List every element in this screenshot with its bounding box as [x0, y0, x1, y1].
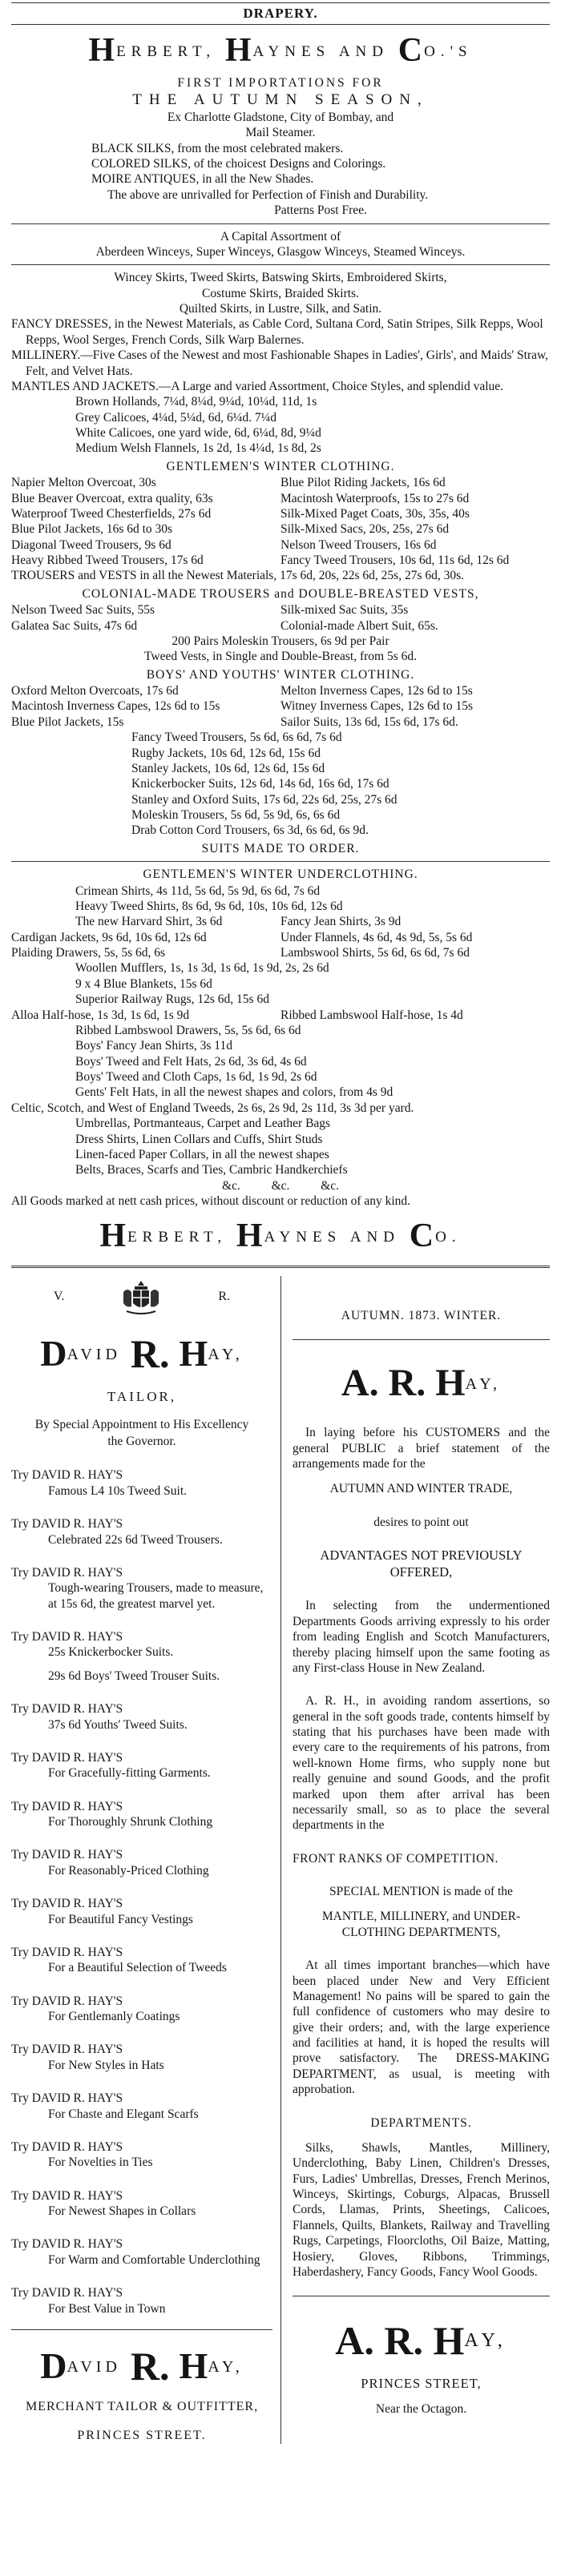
list-item: Try DAVID R. HAY'S For Gentlemanly Coatings: [11, 1994, 180, 2024]
desires-line: desires to point out: [373, 1515, 469, 1529]
capital-assortment: A Capital Assortment of: [220, 229, 341, 244]
table-row: Blue Pilot Jackets, 16s 6d to 30s Silk-Mixed Sacs, 20s, 25s, 27s 6d: [11, 522, 450, 537]
ar-hay-title: A. R. HAY,: [341, 1362, 502, 1405]
crimean-line: Crimean Shirts, 4s 11d, 5s 6d, 5s 9d, 6s 6d, 7s 6d: [75, 883, 321, 898]
table-row: Cardigan Jackets, 9s 6d, 10s 6d, 12s 6d Under Flannels, 4s 6d, 4s 9d, 5s, 5s 6d: [11, 930, 473, 944]
trousers-vests: TROUSERS and VESTS in all the Newest Materials, 17s 6d, 20s, 22s 6d, 25s, 27s 6d, 30s.: [11, 569, 465, 583]
branches-paragraph: At all times important branches—which have been placed under New and Very Efficient Management! No pains will be spared to gain the full confidence of customers who may desire to give their orders; and, with the large experience and facilities at hand, it is hoped the results will prove satisfactory. The DRESS-MAKING DEPARTMENT, as usual, is meeting with approbation.: [293, 1958, 550, 2097]
r-letter: R.: [218, 1289, 231, 1303]
departments-heading: DEPARTMENTS.: [370, 2115, 472, 2130]
underclothing-heading: GENTLEMEN'S WINTER UNDERCLOTHING.: [143, 867, 418, 882]
table-row: Napier Melton Overcoat, 30s Blue Pilot Riding Jackets, 16s 6d: [11, 476, 446, 490]
david-hay-advertisement: [11, 1276, 280, 2445]
david-hay-bottom-title: DAVID R. HAY,: [40, 2343, 244, 2389]
try-list: [11, 1467, 272, 2316]
two-column-ads: [11, 1276, 550, 2445]
special-mention: SPECIAL MENTION is made of the: [329, 1885, 513, 1898]
table-row: Galatea Sac Suits, 47s 6d Colonial-made Albert Suit, 65s.: [11, 618, 438, 633]
ex-ship-line: Ex Charlotte Gladstone, City of Bombay, and: [167, 110, 394, 124]
avoiding-paragraph: A. R. H., in avoiding random assertions, so general in the soft goods trade, contents himself by stating that his purchases have been made with every care to the requirements of his patrons, from well-known Home firms, who supply none but really genuine and sound Goods, and the profit marked upon them after arrival has been necessarily small, so as to place the several departments in the: [293, 1694, 550, 1833]
mantle-departments: MANTLE, MILLINERY, and UNDER-CLOTHING DEPARTMENTS,: [321, 1910, 521, 1939]
tailor-label: TAILOR,: [107, 1389, 177, 1405]
winceys-line: Aberdeen Winceys, Super Winceys, Glasgow Winceys, Steamed Winceys.: [95, 244, 466, 259]
table-row: The new Harvard Shirt, 3s 6d Fancy Jean Shirts, 3s 9d: [75, 915, 402, 929]
list-item: Try DAVID R. HAY'S For a Beautiful Selection of Tweeds: [11, 1945, 227, 1975]
table-row: Waterproof Tweed Chesterfields, 27s 6d Silk-Mixed Paget Coats, 30s, 35s, 40s: [11, 506, 470, 521]
silks-intro: BLACK SILKS, from the most celebrated makers. COLORED SILKS, of the choicest Designs and Colorings. MOIRE ANTIQUES, in all the New Shades. The above are unrivalled for Perfection of Finish and Durability. Patterns Post Free.: [91, 141, 429, 218]
calicoes-list: Brown Hollands, 7¼d, 8¼d, 9¼d, 10¼d, 11d, 1s Grey Calicoes, 4¼d, 5¼d, 6d, 6¼d. 7¼d White Calicoes, one yard wide, 6d, 6¼d, 8d, 9¼d Medium Welsh Flannels, 1s 2d, 1s 4¼d, 1s 8d, 2s: [75, 395, 321, 456]
list-item: Try DAVID R. HAY'S For Warm and Comfortable Underclothing: [11, 2237, 260, 2267]
colonial-heading: COLONIAL-MADE TROUSERS and DOUBLE-BREASTED VESTS,: [82, 586, 479, 601]
list-item: Try DAVID R. HAY'S For Novelties in Ties: [11, 2139, 153, 2170]
list-item: Try DAVID R. HAY'S For Newest Shapes in Collars: [11, 2188, 196, 2219]
offered-line: OFFERED,: [389, 1564, 453, 1580]
moleskin-line: 200 Pairs Moleskin Trousers, 6s 9d per Pair: [172, 634, 389, 648]
heavy-tweed-line: Heavy Tweed Shirts, 8s 6d, 9s 6d, 10s, 10s 6d, 12s 6d: [75, 899, 343, 913]
table-row: Oxford Melton Overcoats, 17s 6d Melton Inverness Capes, 12s 6d to 15s: [11, 684, 473, 698]
underclothing-list: Woollen Mufflers, 1s, 1s 3d, 1s 6d, 1s 9d, 2s, 2s 6d 9 x 4 Blue Blankets, 15s 6d Superior Railway Rugs, 12s 6d, 15s 6d: [75, 961, 329, 1007]
near-octagon: Near the Octagon.: [375, 2402, 467, 2417]
special-appointment: By Special Appointment to His Excellency the Governor.: [34, 1417, 249, 1448]
table-row: Diagonal Tweed Trousers, 9s 6d Nelson Tweed Trousers, 16s 6d: [11, 537, 437, 552]
first-importations: FIRST IMPORTATIONS FOR: [177, 75, 384, 90]
list-item: Try DAVID R. HAY'S 25s Knickerbocker Suits.: [11, 1630, 174, 1660]
list-item: Try DAVID R. HAY'S Famous L4 10s Tweed Suit.: [11, 1468, 188, 1498]
table-row: Blue Pilot Jackets, 15s Sailor Suits, 13s 6d, 15s 6d, 17s 6d.: [11, 714, 458, 729]
celtic-tweeds: Celtic, Scotch, and West of England Tweeds, 2s 6s, 2s 9d, 2s 11d, 3s 3d per yard.: [11, 1101, 414, 1115]
list-item: Try DAVID R. HAY'S 37s 6d Youths' Tweed Suits.: [11, 1702, 188, 1732]
section-divider: [11, 1266, 550, 1268]
divider: [11, 223, 550, 224]
fancy-dresses: FANCY DRESSES, in the Newest Materials, as Cable Cord, Sultana Cord, Satin Stripes, Silk Repps, Wool Repps, Wool Serges, French Cords, Silk Warp Balernes.: [11, 317, 543, 347]
etc-line: &c. &c. &c.: [222, 1178, 339, 1193]
section-header: DRAPERY.: [11, 3, 550, 25]
royal-arms-row: [11, 1279, 272, 1314]
boys-list: Fancy Tweed Trousers, 5s 6d, 6s 6d, 7s 6d Rugby Jackets, 10s 6d, 12s 6d, 15s 6d Stanley Jackets, 10s 6d, 12s 6d, 15s 6d Knickerbocker Suits, 12s 6d, 14s 6d, 16s 6d, 17s 6d Stanley and Oxford Suits, 17s 6d, 22s 6d, 25s, 27s 6d Moleskin Trousers, 5s 6d, 5s 9d, 6s, 6s 6d Drab Cotton Cord Trousers, 6s 3d, 6s 6d, 6s 9d.: [131, 731, 398, 838]
david-hay-title: DAVID R. HAY,: [40, 1330, 244, 1376]
table-row: Nelson Tweed Sac Suits, 55s Silk-mixed Sac Suits, 35s: [11, 603, 409, 618]
merchant-tailor: MERCHANT TAILOR & OUTFITTER,: [25, 2400, 259, 2414]
list-item: Try DAVID R. HAY'S For New Styles in Hats: [11, 2043, 164, 2072]
quilted-line: Quilted Skirts, in Lustre, Silk, and Satin.: [179, 302, 382, 316]
tweed-vests-line: Tweed Vests, in Single and Double-Breast, from 5s 6d.: [143, 650, 417, 664]
list-item: Try DAVID R. HAY'S For Gracefully-fitting Garments.: [11, 1750, 211, 1781]
sundries-list: Umbrellas, Portmanteaus, Carpet and Leather Bags Dress Shirts, Linen Collars and Cuffs, Shirt Studs Linen-faced Paper Collars, in all the newest shapes Belts, Braces, Scarfs and Ties, Cambric Handkerchiefs: [75, 1117, 348, 1177]
season-date: AUTUMN. 1873. WINTER.: [341, 1308, 502, 1322]
millinery: MILLINERY.—Five Cases of the Newest and most Fashionable Shapes in Ladies', Girls', and Maids' Straw, Felt, and Velvet Hats.: [11, 348, 549, 378]
divider: [11, 861, 550, 862]
list-item: Try DAVID R. HAY'S For Chaste and Elegant Scarfs: [11, 2091, 199, 2121]
divider: [11, 2329, 272, 2330]
herbert-haynes-advertisement: [11, 30, 550, 1258]
ar-hay-bottom-title: A. R. HAY,: [335, 2318, 507, 2364]
princes-street: PRINCES STREET.: [77, 2429, 207, 2443]
divider: [11, 264, 550, 265]
royal-crest-icon: [120, 1279, 162, 1314]
list-item: Try DAVID R. HAY'S Celebrated 22s 6d Tweed Trousers.: [11, 1517, 223, 1547]
table-row: Heavy Ribbed Tweed Trousers, 17s 6d Fancy Tweed Trousers, 10s 6d, 11s 6d, 12s 6d: [11, 553, 510, 567]
gents-winter-heading: GENTLEMEN'S WINTER CLOTHING.: [166, 459, 395, 473]
herbert-title: HERBERT, H AYNES AND C O.'S: [88, 32, 473, 70]
list-item: 29s 6d Boys' Tweed Trouser Suits.: [48, 1668, 220, 1683]
mantles-jackets: MANTLES AND JACKETS.—A Large and varied Assortment, Choice Styles, and splendid value.: [11, 379, 504, 393]
boys-heading: BOYS' AND YOUTHS' WINTER CLOTHING.: [146, 667, 415, 682]
table-row: Alloa Half-hose, 1s 3d, 1s 6d, 1s 9d Ribbed Lambswool Half-hose, 1s 4d: [11, 1008, 463, 1022]
ar-hay-advertisement: [280, 1276, 550, 2445]
list-item: Try DAVID R. HAY'S For Reasonably-Priced Clothing: [11, 1848, 209, 1878]
divider: [293, 1339, 550, 1340]
autumn-season: THE AUTUMN SEASON,: [132, 91, 429, 109]
list-item: Try DAVID R. HAY'S For Thoroughly Shrunk Clothing: [11, 1799, 213, 1829]
list-item: Try DAVID R. HAY'S Tough-wearing Trousers, made to measure, at 15s 6d, the greatest marvel yet.: [11, 1565, 264, 1611]
autumn-trade: AUTUMN AND WINTER TRADE,: [329, 1482, 513, 1496]
table-row: Blue Beaver Overcoat, extra quality, 63s Macintosh Waterproofs, 15s to 27s 6d: [11, 491, 470, 505]
skirts-line: Wincey Skirts, Tweed Skirts, Batswing Skirts, Embroidered Skirts,: [114, 271, 447, 285]
herbert-footer: HERBERT, H AYNES AND C O.: [99, 1218, 462, 1255]
boys-hats-list: Ribbed Lambswool Drawers, 5s, 5s 6d, 6s 6d Boys' Fancy Jean Shirts, 3s 11d Boys' Tweed and Felt Hats, 2s 6d, 3s 6d, 4s 6d Boys' Tweed and Cloth Caps, 1s 6d, 1s 9d, 2s 6d Gents' Felt Hats, in all the newest shapes and colors, from 4s 9d: [75, 1023, 394, 1100]
front-ranks: FRONT RANKS OF COMPETITION.: [293, 1851, 498, 1866]
v-letter: V.: [53, 1289, 65, 1303]
departments-list: Silks, Shawls, Mantles, Millinery, Underclothing, Baby Linen, Children's Dresses, Furs, Ladies' Umbrellas, Dresses, French Merinos, Winceys, Skirtings, Coburgs, Alpacas, Brussell Cords, Llamas, Prints, Sheetings, Calicoes, Flannels, Quilts, Blankets, Railway and Travelling Rugs, Carpetings, Floorcloths, Oil Baize, Matting, Hosiery, Gloves, Ribbons, Trimmings, Haberdashery, Fancy Goods, Fancy Wool Goods.: [293, 2140, 550, 2279]
all-goods-note: All Goods marked at nett cash prices, without discount or reduction of any kind.: [11, 1194, 411, 1208]
selecting-paragraph: In selecting from the undermentioned Departments Goods arriving expressly to his order from leading English and Scotch Manufacturers, thereby placing himself upon the same footing as any First-class House in New Zealand.: [293, 1599, 550, 1675]
advantages-line: ADVANTAGES NOT PREVIOUSLY: [320, 1548, 523, 1564]
mail-steamer: Mail Steamer.: [245, 126, 316, 140]
costume-line: Costume Skirts, Braided Skirts.: [202, 286, 359, 300]
list-item: Try DAVID R. HAY'S For Beautiful Fancy Vestings: [11, 1897, 193, 1926]
intro-paragraph: In laying before his CUSTOMERS and the general PUBLIC a brief statement of the arrangements made for the: [293, 1426, 550, 1471]
list-item: Try DAVID R. HAY'S For Best Value in Town: [11, 2286, 166, 2316]
table-row: Plaiding Drawers, 5s, 5s 6d, 6s Lambswool Shirts, 5s 6d, 6s 6d, 7s 6d: [11, 946, 470, 960]
gents-winter-table: [11, 475, 550, 568]
suits-to-order: SUITS MADE TO ORDER.: [201, 841, 360, 855]
princes-street-address: PRINCES STREET,: [361, 2375, 482, 2391]
table-row: Macintosh Inverness Capes, 12s 6d to 15s Witney Inverness Capes, 12s 6d to 15s: [11, 699, 474, 714]
